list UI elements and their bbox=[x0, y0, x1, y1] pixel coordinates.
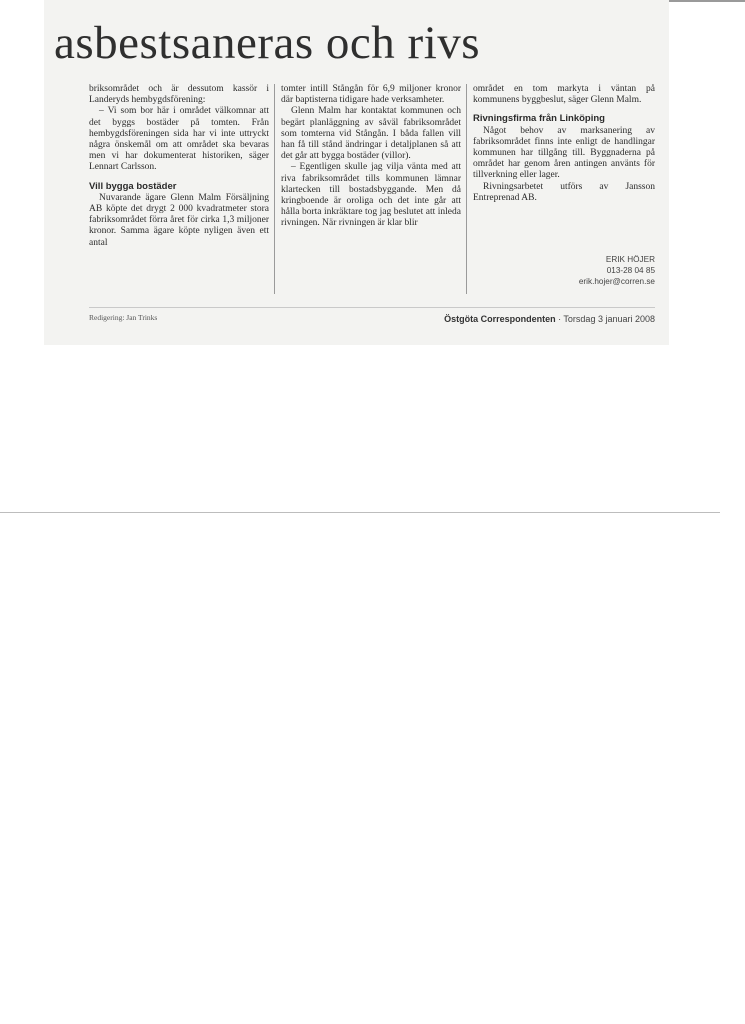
column-divider bbox=[274, 84, 275, 294]
article-column-3 bbox=[473, 84, 655, 204]
article-column-1 bbox=[89, 84, 269, 249]
paragraph: Rivningsarbetet utförs av Jansson Entreprenad AB. bbox=[473, 181, 655, 203]
paragraph: området en tom markyta i väntan på kommunens byggbeslut, säger Glenn Malm. bbox=[473, 84, 655, 106]
paragraph: briksområdet och är dessutom kassör i Landeryds hembygdsförening: bbox=[89, 84, 269, 106]
footer-divider bbox=[89, 307, 655, 308]
paragraph: – Vi som bor här i området välkomnar att det byggs bostäder på tomten. Från hembygdsföreningen sida har vi inte uttryckt några önskemål om att området ska bevaras men vi har dokumenterat historiken, säger Lennart Carlsson. bbox=[89, 106, 269, 173]
newspaper-clipping bbox=[44, 0, 669, 345]
author-email: erik.hojer@corren.se bbox=[578, 277, 655, 286]
publication-date: · Torsdag 3 januari 2008 bbox=[555, 314, 655, 324]
paragraph: Nuvarande ägare Glenn Malm Försäljning AB köpte det drygt 2 000 kvadratmeter stora fabriksområdet förra året för cirka 1,3 miljoner kronor. Samma ägare köpte nyligen även ett antal bbox=[89, 192, 269, 248]
column-divider bbox=[466, 84, 467, 294]
byline bbox=[549, 254, 655, 287]
newspaper-footer bbox=[419, 314, 655, 324]
paragraph: tomter intill Stångån för 6,9 miljoner kronor där baptisterna tidigare hade verksamheter. bbox=[281, 84, 461, 106]
headline: asbestsaneras och rivs bbox=[54, 17, 481, 69]
subheading: Rivningsfirma från Linköping bbox=[473, 113, 605, 125]
newspaper-name: Östgöta Correspondenten bbox=[444, 314, 556, 324]
editor-credit: Redigering: Jan Trinks bbox=[89, 313, 158, 322]
paragraph: Glenn Malm har kontaktat kommunen och begärt planläggning av såväl fabriksområdet som tomterna vid Stångån. I båda fallen vill han få till stånd ändringar i detaljplanen så att det går att bygga bostäder (villor). bbox=[281, 106, 461, 162]
article-column-2 bbox=[281, 84, 461, 230]
scan-edge-line bbox=[0, 512, 720, 513]
paragraph: – Egentligen skulle jag vilja vänta med att riva fabriksområdet tills kommunen lämnar klartecken till bostadsbyggande. Men då kringboende är oroliga och det inte går att hålla borta inkräktare tog jag beslutet att inleda rivningen. När rivningen är klar blir bbox=[281, 162, 461, 229]
scan-edge-line bbox=[669, 0, 745, 2]
author-phone: 013-28 04 85 bbox=[606, 266, 655, 275]
author-name: ERIK HÖJER bbox=[605, 255, 655, 264]
paragraph: Något behov av marksanering av fabriksområdet finns inte enligt de handlingar kommunen har tillgång till. Byggnaderna på området har genom åren antingen använts för tillverkning eller lager. bbox=[473, 125, 655, 181]
subheading: Vill bygga bostäder bbox=[89, 180, 177, 192]
